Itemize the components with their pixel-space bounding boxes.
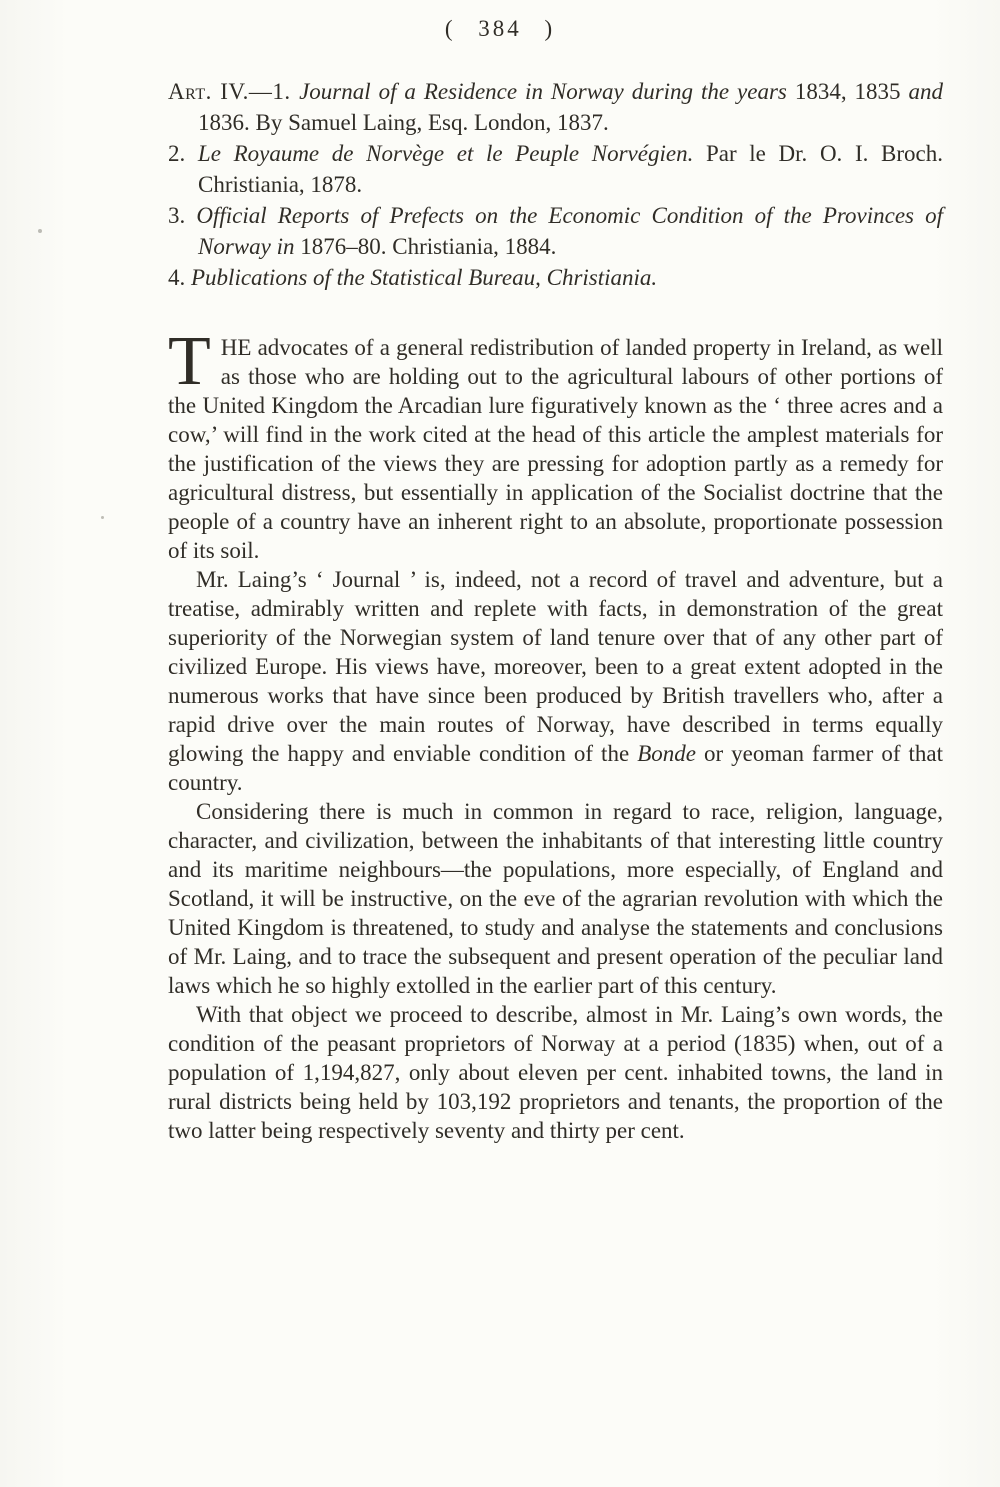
paragraph-3: Considering there is much in common in regard to race, religion, language, character, and civilization, between the inhabitants of that interesting little country and its maritime neighbours—the populations, more especially, of England and Scotland, it will be instructive, on the eve of the agrarian revolution with which the United Kingdom is threatened, to study and analyse the statements and conclusions of Mr. Laing, and to trace the subsequent and present operation of the peculiar land laws which he so highly extolled in the earlier part of this century. [168, 799, 943, 998]
text-run-italic: Le Royaume de Norvège et le Peuple Norvégien. [197, 141, 694, 166]
paragraph-2 [168, 565, 943, 797]
text-run: 3. [168, 203, 197, 228]
text-run: Art. IV.—1. [168, 79, 300, 104]
text-run: Par le Dr. O. I. Broch. Christiania, 1878. [198, 141, 943, 197]
scan-speck [101, 516, 104, 519]
paragraph-4: With that object we proceed to describe, almost in Mr. Laing’s own words, the condition of the peasant proprietors of Norway at a period (1835) when, out of a population of 1,194,827, only about eleven per cent. inhabited towns, the land in rural districts being held by 103,192 proprietors and tenants, the proportion of the two latter being respectively seventy and thirty per cent. [168, 1002, 943, 1143]
scan-speck [38, 229, 42, 233]
article-body [168, 323, 943, 1145]
text-run: or yeoman farmer of that country. [168, 741, 943, 795]
text-run-italic: and [908, 79, 943, 104]
page-number: ( 384 ) [444, 16, 556, 41]
text-run: 1836. By Samuel Laing, Esq. London, 1837. [198, 110, 609, 135]
text-run-italic: Journal of a Residence in Norway during the years [299, 79, 795, 104]
bibliography-entry-4 [168, 262, 943, 293]
text-run: 4. [168, 265, 191, 290]
text-run-italic: Publications of the Statistical Bureau, Christiania. [191, 265, 658, 290]
opening-paragraph-text: HE advocates of a general redistribution of landed property in Ireland, as well as those who are holding out to the agricultural labours of other portions of the United Kingdom the Arcadian lure figuratively known as the ‘ three acres and a cow,’ will find in the work cited at the head of this article the amplest materials for the justification of the views they are pressing for adoption partly as a remedy for agricultural distress, but essentially in application of the Socialist doctrine that the people of a country have an inherent right to an absolute, proportionate possession of its soil. [168, 335, 943, 563]
text-run-italic: Official Reports of Prefects on the Economic Condition of the Provinces of Norway in [196, 203, 944, 259]
bibliography-entry-2 [168, 138, 943, 200]
text-run: 2. [168, 141, 198, 166]
text-run: 1876–80. Christiania, 1884. [300, 234, 557, 259]
text-run-italic: Bonde [637, 741, 696, 766]
article-heading-bibliography [168, 76, 943, 293]
bibliography-entry-3 [168, 200, 943, 262]
drop-cap-letter: T [168, 323, 211, 400]
bibliography-entry-1 [168, 76, 943, 138]
opening-paragraph [168, 323, 943, 565]
text-run: 1834, 1835 [794, 79, 909, 104]
text-run: Mr. Laing’s ‘ Journal ’ is, indeed, not a record of travel and adventure, but a treatise, admirably written and replete with facts, in demonstration of the great superiority of the Norwegian system of land tenure over that of any other part of civilized Europe. His views have, moreover, been to a great extent adopted in the numerous works that have since been produced by British travellers who, after a rapid drive over the main routes of Norway, have described in terms equally glowing the happy and enviable condition of the [168, 567, 943, 766]
